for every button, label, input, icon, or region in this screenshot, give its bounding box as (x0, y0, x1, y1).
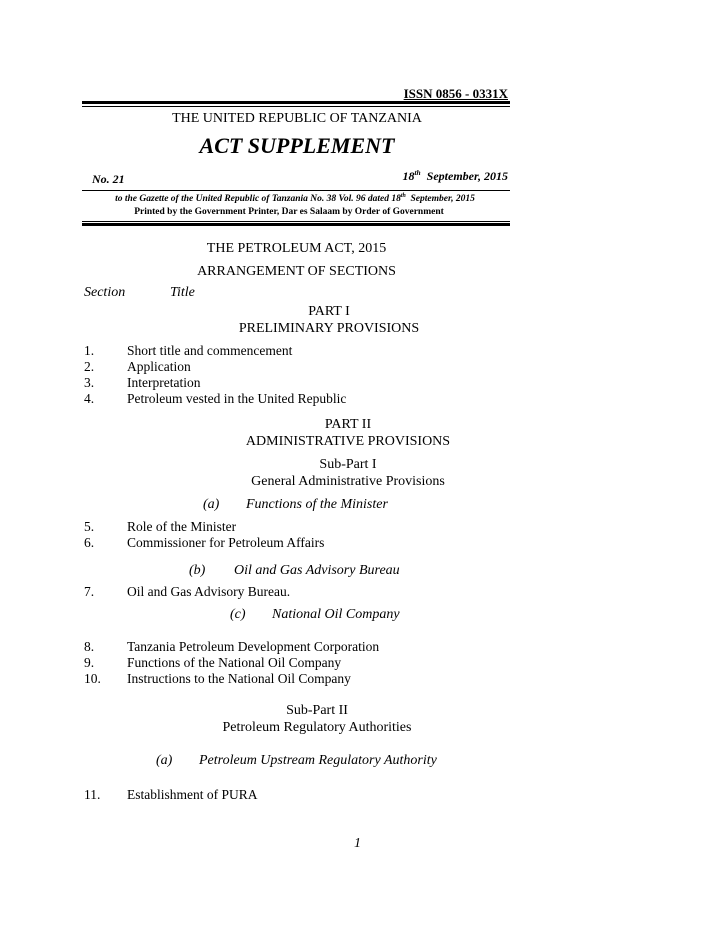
subheading-letter: (a) (156, 753, 173, 768)
section-title: Interpretation (127, 375, 201, 390)
subheading-letter: (c) (230, 607, 246, 622)
section-title: Functions of the National Oil Company (127, 655, 342, 670)
section-number: 2. (84, 359, 95, 374)
subheading-title: National Oil Company (272, 607, 400, 622)
section-number: 5. (84, 519, 95, 534)
section-number: 6. (84, 535, 95, 550)
section-title: Establishment of PURA (127, 787, 258, 802)
page-number: 1 (354, 836, 361, 851)
section-number: 4. (84, 391, 95, 406)
subpart1-heading: General Administrative Provisions (251, 474, 445, 489)
section-number: 8. (84, 639, 95, 654)
section-number: 1. (84, 343, 95, 358)
subheading-title: Functions of the Minister (246, 497, 388, 512)
column-title: Title (170, 285, 195, 300)
part1-heading: PRELIMINARY PROVISIONS (238, 321, 420, 336)
section-title: Application (127, 359, 191, 374)
part1-label: PART I (308, 304, 350, 319)
gazette-reference: to the Gazette of the United Republic of Tanzania No. 38 Vol. 96 dated 18th September, 2015 (115, 192, 475, 204)
supplement-number: No. 21 (92, 172, 125, 186)
part2-heading: ADMINISTRATIVE PROVISIONS (245, 434, 451, 449)
arrangement-heading: ARRANGEMENT OF SECTIONS (197, 264, 396, 279)
subpart1-label: Sub-Part I (319, 457, 377, 472)
subheading-title: Oil and Gas Advisory Bureau (234, 563, 400, 578)
header-rule-mid (82, 190, 510, 191)
printer-line: Printed by the Government Printer, Dar es Salaam by Order of Government (134, 207, 444, 217)
column-section: Section (84, 285, 126, 300)
supplement-title: ACT SUPPLEMENT (199, 133, 395, 158)
header-rule-top-thin (82, 106, 510, 107)
act-title: THE PETROLEUM ACT, 2015 (206, 241, 387, 256)
subpart2-label: Sub-Part II (286, 703, 348, 718)
section-number: 9. (84, 655, 95, 670)
section-number: 3. (84, 375, 95, 390)
subpart2-heading: Petroleum Regulatory Authorities (222, 720, 412, 735)
section-number: 11. (84, 787, 101, 802)
section-title: Tanzania Petroleum Development Corporation (127, 639, 380, 654)
section-title: Commissioner for Petroleum Affairs (127, 535, 325, 550)
subheading-letter: (a) (203, 497, 220, 512)
section-number: 7. (84, 584, 95, 599)
header-rule-bottom-thin (82, 221, 510, 222)
issn-number: ISSN 0856 - 0331X (403, 86, 508, 101)
section-title: Short title and commencement (127, 343, 293, 358)
subheading-letter: (b) (189, 563, 206, 578)
section-title: Role of the Minister (127, 519, 237, 534)
header-rule-top (82, 101, 510, 104)
subheading-title: Petroleum Upstream Regulatory Authority (199, 753, 437, 768)
section-title: Instructions to the National Oil Company (127, 671, 351, 686)
section-title: Oil and Gas Advisory Bureau. (127, 584, 291, 599)
republic-name: THE UNITED REPUBLIC OF TANZANIA (172, 111, 422, 126)
part2-label: PART II (324, 417, 372, 432)
section-number: 10. (84, 671, 101, 686)
supplement-date: 18th September, 2015 (402, 168, 508, 183)
header-rule-bottom (82, 223, 510, 226)
section-title: Petroleum vested in the United Republic (127, 391, 347, 406)
